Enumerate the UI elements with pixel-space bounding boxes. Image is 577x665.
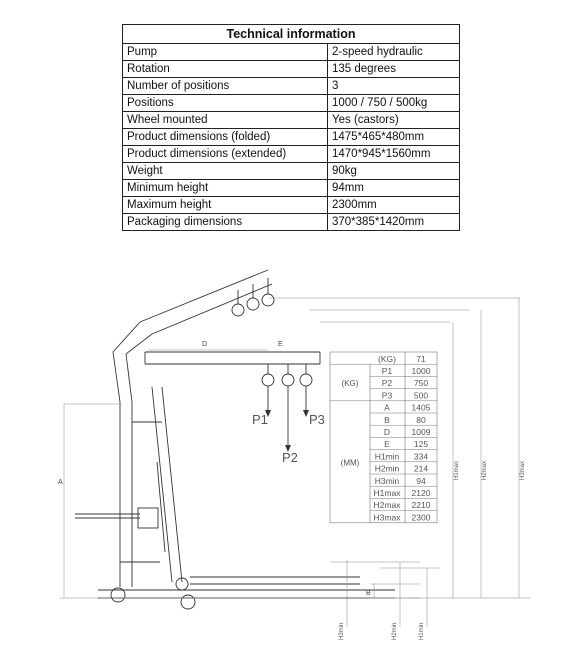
table-row bbox=[123, 180, 460, 197]
mini-row-value: 1009 bbox=[411, 426, 431, 437]
label-h2min: H2min bbox=[392, 622, 398, 640]
mini-row-label: A bbox=[384, 402, 390, 413]
mini-row-value: 500 bbox=[413, 390, 429, 401]
mini-row-label: E bbox=[384, 439, 390, 450]
kg-label: (KG) bbox=[341, 379, 359, 389]
table-row bbox=[123, 44, 460, 61]
mini-row-label: H2min bbox=[374, 463, 400, 474]
row-value: 1470*945*1560mm bbox=[328, 146, 460, 163]
mini-row-label: B bbox=[384, 414, 390, 425]
label-h3min: H3min bbox=[339, 622, 345, 640]
label-h1max: H1max bbox=[454, 460, 460, 480]
mini-row-value: 1000 bbox=[411, 365, 431, 376]
row-value: 94mm bbox=[328, 180, 460, 197]
mini-row-value: 2210 bbox=[411, 500, 431, 511]
mini-row-value: 2120 bbox=[411, 487, 431, 498]
mini-row-value: 214 bbox=[413, 463, 429, 474]
row-label: Wheel mounted bbox=[123, 112, 328, 129]
mini-row-value: 334 bbox=[413, 451, 429, 462]
table-row bbox=[123, 129, 460, 146]
table-row bbox=[123, 197, 460, 214]
mini-header-value: 71 bbox=[416, 353, 426, 364]
mini-row-value: 94 bbox=[416, 475, 426, 486]
row-value: 1475*465*480mm bbox=[328, 129, 460, 146]
table-row bbox=[123, 214, 460, 231]
technical-information-table bbox=[122, 24, 460, 231]
row-value: 2300mm bbox=[328, 197, 460, 214]
row-value: 3 bbox=[328, 78, 460, 95]
mini-row-label: D bbox=[383, 426, 391, 437]
table-row bbox=[123, 78, 460, 95]
row-label: Number of positions bbox=[123, 78, 328, 95]
mini-row-label: H3max bbox=[373, 512, 401, 523]
mini-row-label: H3min bbox=[374, 475, 400, 486]
label-h3max: H3max bbox=[520, 460, 526, 480]
mini-row-label: H1min bbox=[374, 451, 400, 462]
mini-header-unit: (KG) bbox=[378, 353, 396, 364]
row-label: Packaging dimensions bbox=[123, 214, 328, 231]
label-h2max: H2max bbox=[482, 460, 488, 480]
drawing-spec-table bbox=[330, 352, 437, 523]
row-value: 1000 / 750 / 500kg bbox=[328, 95, 460, 112]
row-value: 2-speed hydraulic bbox=[328, 44, 460, 61]
label-b: B bbox=[366, 590, 371, 597]
row-label: Product dimensions (folded) bbox=[123, 129, 328, 146]
label-p3: P3 bbox=[309, 412, 325, 427]
row-label: Rotation bbox=[123, 61, 328, 78]
mini-row-label: H2max bbox=[373, 500, 401, 511]
label-h1min: H1min bbox=[419, 622, 425, 640]
row-value: 370*385*1420mm bbox=[328, 214, 460, 231]
mini-row-value: 2300 bbox=[411, 512, 431, 523]
row-value: 135 degrees bbox=[328, 61, 460, 78]
mini-row-label: P3 bbox=[381, 390, 393, 401]
row-label: Maximum height bbox=[123, 197, 328, 214]
mini-row-label: P2 bbox=[381, 378, 393, 389]
crane-technical-drawing bbox=[0, 262, 577, 665]
row-label: Weight bbox=[123, 163, 328, 180]
table-row bbox=[123, 146, 460, 163]
table-row bbox=[123, 95, 460, 112]
mini-row-label: P1 bbox=[381, 365, 393, 376]
label-e: E bbox=[278, 341, 283, 348]
mini-row-value: 125 bbox=[413, 439, 429, 450]
mini-row-value: 750 bbox=[413, 378, 429, 389]
table-title: Technical information bbox=[123, 25, 460, 44]
label-p1: P1 bbox=[252, 412, 268, 427]
row-label: Positions bbox=[123, 95, 328, 112]
row-label: Minimum height bbox=[123, 180, 328, 197]
row-value: Yes (castors) bbox=[328, 112, 460, 129]
table-body bbox=[123, 44, 460, 231]
dimension-lines bbox=[58, 298, 530, 640]
table-row bbox=[123, 163, 460, 180]
mm-label: (MM) bbox=[340, 458, 360, 468]
label-a: A bbox=[58, 479, 63, 486]
table-row bbox=[123, 112, 460, 129]
label-d: D bbox=[202, 341, 208, 348]
row-value: 90kg bbox=[328, 163, 460, 180]
label-p2: P2 bbox=[282, 450, 298, 465]
row-label: Pump bbox=[123, 44, 328, 61]
mini-row-value: 80 bbox=[416, 414, 426, 425]
table-row bbox=[123, 61, 460, 78]
mini-row-value: 1405 bbox=[411, 402, 431, 413]
row-label: Product dimensions (extended) bbox=[123, 146, 328, 163]
crane-outline bbox=[75, 270, 395, 609]
mini-row-label: H1max bbox=[373, 487, 401, 498]
